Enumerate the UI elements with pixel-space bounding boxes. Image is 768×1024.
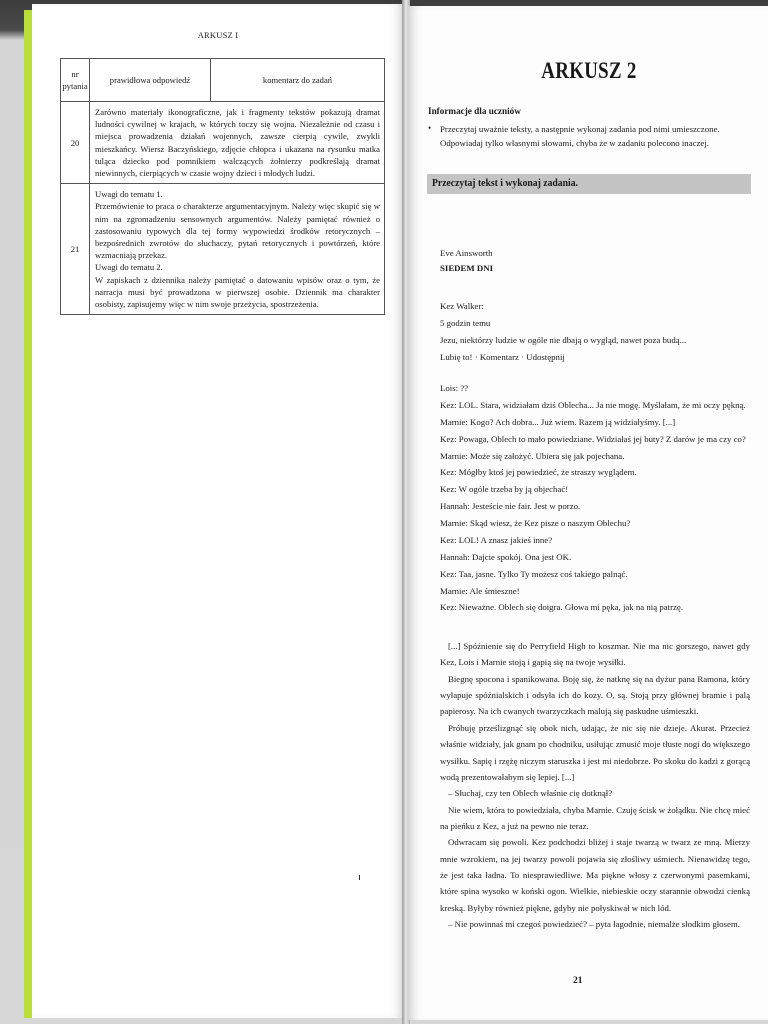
chat-line: Kez: W ogóle trzeba by ją objechać!: [440, 484, 569, 495]
post-line: Lubię to! · Komentarz · Udostępnij: [440, 351, 565, 362]
row-comment: Uwagi do tematu 1. Przemówienie to praca o charakterze argumentacyjnym. Należy więc skupić się w nim na zgromadzeniu sensownych argumentów. Należy pamiętać również o zastosowaniu typowych dla tej formy wypowiedzi środków retorycznych – bezpośrednich zwrotów do słuchaczy, pytań retorycznych i powtórzeń, które wzmacniają przekaz. Uwagi do tematu 2. W zapiskach z dziennika należy pamiętać o datowaniu wpisów oraz o tym, że narracja musi być prowadzona w pierwszej osobie. Dziennik ma charakter osobisty, zapisujemy więc w nim swoje przeżycia, spostrzeżenia.: [90, 184, 385, 315]
book-title: SIEDEM DNI: [440, 263, 494, 273]
bullet-icon: •: [428, 123, 432, 133]
chat-line: Kez: LOL! A znasz jakieś inne?: [440, 534, 553, 545]
stray-mark: [359, 875, 360, 880]
chat-line: Kez: Nieważne. Oblech się doigra. Głowa mi pęka, jak na nią patrzę.: [440, 602, 684, 613]
col-header-answer: prawidłowa odpowiedź: [90, 59, 211, 102]
chat-line: Kez: Powaga, Oblech to mało powiedziane. Widziałaś jej buty? Z darów je ma czy co?: [440, 433, 746, 444]
chat-log: [440, 380, 750, 616]
table-row: [61, 102, 385, 184]
info-heading: Informacje dla uczniów: [428, 106, 521, 116]
social-post: [440, 298, 750, 366]
story-paragraph: [...] Spóźnienie się do Perryfield High to koszmar. Nie ma nic gorszego, nawet gdy Kez, Lois i Marnie stoją i gapią się na twoje wysiłki.: [440, 641, 750, 668]
row-number: 20: [61, 102, 90, 184]
table-header-row: [61, 59, 385, 102]
chat-line: Hannah: Dajcie spokój. Ona jest OK.: [440, 551, 572, 562]
task-instruction: Przeczytaj tekst i wykonaj zadania.: [432, 177, 578, 189]
story-paragraph: Odwracam się powoli. Kez podchodzi bliżej i staje twarzą w twarz ze mną. Mierzy mnie wzrokiem, na jej twarzy powoli pojawia się złośliwy uśmiech. Nienawidzę tego, że jest taka ładna. To niesprawiedliwe. Ma piękne włosy z czerwonymi pasemkami, które spina wysoko w koński ogon. Wielkie, niebieskie oczy starannie obwodzi cienką kreską. Byłyby również piękne, gdyby nie połyskiwał w nich lód.: [440, 837, 750, 913]
chat-line: Marnie: Może się założyć. Ubiera się jak pojechana.: [440, 450, 625, 461]
answer-key-table: [60, 58, 385, 315]
story-paragraph: Próbuję prześlizgnąć się obok nich, udając, że nic się nie dzieje. Akurat. Przecież właśnie widziały, jak gnam po chodniku, usiłując zmusić moje tłuste nogi do większego wysiłku. Sapię i rzężę niczym staruszka i jest mi niedobrze. Po skoku do kadzi z gorącą wodą prezentowałabym się lepiej. [...]: [440, 722, 750, 782]
chat-line: Kez: LOL. Stara, widziałam dziś Oblecha... Ja nie mogę. Myślałam, że mi oczy pękną.: [440, 399, 746, 410]
chat-line: Lois: ??: [440, 383, 469, 393]
story-paragraph: – Słuchaj, czy ten Oblech właśnie cię dotknął?: [448, 788, 613, 799]
col-header-nr: nr pytania: [61, 59, 90, 102]
post-line: 5 godzin temu: [440, 317, 491, 328]
row-number: 21: [61, 184, 90, 315]
row-comment: Zarówno materiały ikonograficzne, jak i fragmenty tekstów pokazują dramat ludności cywilnej w krajach, w których toczy się wojna. Niezależnie od czasu i miejsca prowadzenia działań wojennych, zawsze cierpią cywile, zwykli mieszkańcy. Wiersz Baczyńskiego, zdjęcie chłopca i ukazana na rysunku matka tuląca dziecko pod pomnikiem walczących żołnierzy podkreślają dramat niewinnych, cierpiących w czasie wojny dzieci i młodych ludzi.: [90, 102, 385, 184]
author: Eve Ainsworth: [440, 248, 493, 258]
col-header-comment: komentarz do zadań: [211, 59, 385, 102]
story-paragraph: Nie wiem, która to powiedziała, chyba Marnie. Czuję ścisk w żołądku. Nie chcę mieć na pieńku z Kez, a już na pewno nie teraz.: [440, 804, 750, 831]
story-paragraph: Biegnę spocona i spanikowana. Boję się, że natknę się na dyżur pana Ramona, który wyłapuje spóźnialskich i odsyła ich do kozy. O, są. Stoją przy głównej bramie i palą papierosy. Na ich cwanych twarzyczkach malują się paskudne uśmieszki.: [440, 673, 750, 717]
left-page-header: ARKUSZ I: [197, 30, 239, 40]
table-row: [61, 184, 385, 315]
post-line: Jezu, niektórzy ludzie w ogóle nie dbają o wygląd, nawet poza budą...: [440, 334, 687, 345]
chat-line: Kez: Mógłby ktoś jej powiedzieć, że straszy wyglądem.: [440, 467, 637, 478]
task-instruction-bar: [427, 174, 751, 194]
chat-line: Marnie: Ale śmieszne!: [440, 585, 520, 596]
post-line: Kez Walker:: [440, 301, 484, 311]
info-list: [428, 122, 750, 150]
sheet-title: ARKUSZ 2: [541, 58, 637, 83]
story-text: [440, 638, 750, 932]
page-number: 21: [573, 976, 583, 986]
chat-line: Kez: Taa, jasne. Tylko Ty możesz coś takiego palnąć.: [440, 568, 628, 579]
chat-line: Hannah: Jesteście nie fair. Jest w porzo.: [440, 501, 581, 512]
story-paragraph: – Nie powinnaś mi czegoś powiedzieć? – pyta łagodnie, niemalże słodkim głosem.: [448, 919, 740, 930]
chat-line: Marnie: Skąd wiesz, że Kez pisze o naszym Oblechu?: [440, 518, 631, 528]
chat-line: Marnie: Kogo? Ach dobra... Już wiem. Razem ją widziałyśmy. [...]: [440, 416, 676, 427]
info-bullet-text: Przeczytaj uważnie teksty, a następnie wykonaj zadania pod nimi umieszczone. Odpowiadaj tylko własnymi słowami, chyba że w zadaniu polecono inaczej.: [440, 124, 720, 149]
